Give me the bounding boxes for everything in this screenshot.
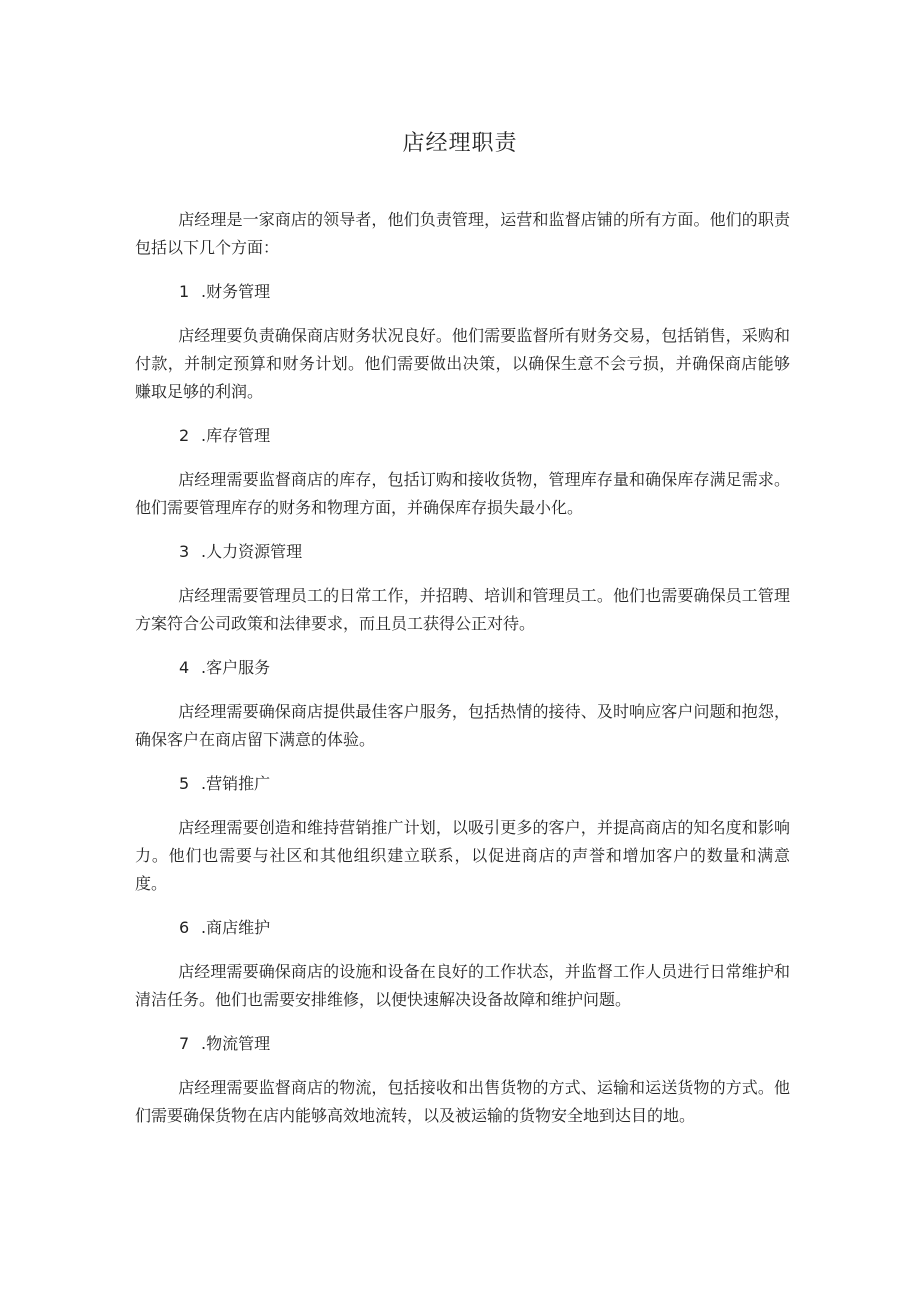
section-paragraph-customer-service: 店经理需要确保商店提供最佳客户服务，包括热情的接待、及时响应客户问题和抱怨，确保客户在商店留下满意的体验。 [135,702,790,749]
section-number: 1 [179,282,190,301]
section-paragraph-hr: 店经理需要管理员工的日常工作，并招聘、培训和管理员工。他们也需要确保员工管理方案符合公司政策和法律要求，而且员工获得公正对待。 [135,586,790,633]
document-title: 店经理职责 [402,131,518,156]
section-heading-marketing [135,770,790,798]
section-title: .商店维护 [201,918,271,937]
section-number: 4 [179,658,190,677]
section-heading-finance [135,278,790,306]
document-body [135,206,790,1146]
section-title: .营销推广 [201,774,271,793]
section-heading-maintenance [135,914,790,942]
section-paragraph-logistics: 店经理需要监督商店的物流，包括接收和出售货物的方式、运输和运送货物的方式。他们需要确保货物在店内能够高效地流转，以及被运输的货物安全地到达目的地。 [135,1078,790,1125]
section-number: 6 [179,918,190,937]
section-paragraph-maintenance: 店经理需要确保商店的设施和设备在良好的工作状态，并监督工作人员进行日常维护和清洁任务。他们也需要安排维修，以便快速解决设备故障和维护问题。 [135,962,790,1009]
section-number: 7 [179,1034,190,1053]
section-title: .库存管理 [201,426,271,445]
section-title: .财务管理 [201,282,271,301]
section-paragraph-finance: 店经理要负责确保商店财务状况良好。他们需要监督所有财务交易，包括销售，采购和付款，并制定预算和财务计划。他们需要做出决策，以确保生意不会亏损，并确保商店能够赚取足够的利润。 [135,326,790,401]
section-number: 3 [179,542,190,561]
section-number: 5 [179,774,190,793]
section-heading-customer-service [135,654,790,682]
section-heading-inventory [135,422,790,450]
section-heading-hr [135,538,790,566]
section-paragraph-marketing: 店经理需要创造和维持营销推广计划，以吸引更多的客户，并提高商店的知名度和影响力。他们也需要与社区和其他组织建立联系，以促进商店的声誉和增加客户的数量和满意度。 [135,818,790,893]
section-heading-logistics [135,1030,790,1058]
intro-paragraph: 店经理是一家商店的领导者，他们负责管理，运营和监督店铺的所有方面。他们的职责包括以下几个方面： [135,210,790,257]
section-title: .物流管理 [201,1034,271,1053]
section-number: 2 [179,426,190,445]
section-paragraph-inventory: 店经理需要监督商店的库存，包括订购和接收货物，管理库存量和确保库存满足需求。他们需要管理库存的财务和物理方面，并确保库存损失最小化。 [135,470,790,517]
section-title: .人力资源管理 [201,542,303,561]
section-title: .客户服务 [201,658,271,677]
